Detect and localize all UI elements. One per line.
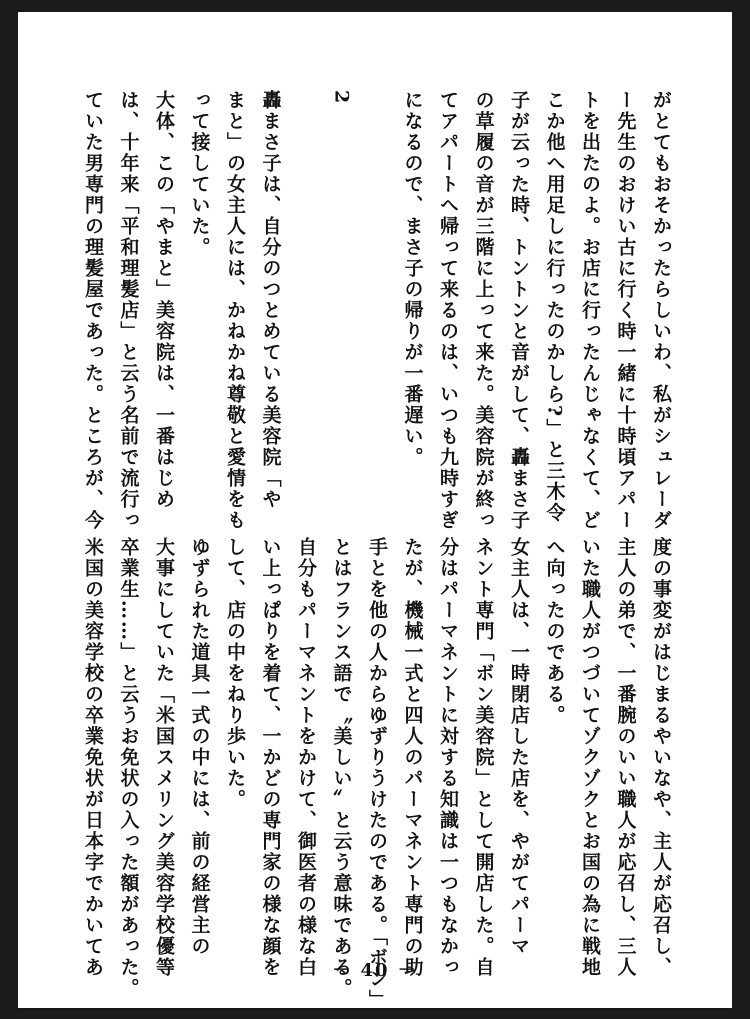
text-line: ゆずられた道具一式の中には、前の経営主の [188, 537, 211, 957]
text-line: 卒業生……」と云うお免状の入った額があった。 [117, 537, 140, 999]
text-line: てアパートへ帰って来るのは、いつも九時すぎ [437, 90, 459, 531]
text-line: 米国の美容学校の卒業免状が日本字でかいてあ [82, 537, 104, 978]
text-line: ー先生のおけい古に行く時一緒に十時頃アパー [614, 90, 637, 531]
text-line: へ向ったのである。 [543, 537, 566, 726]
text-line: 自分もパーマネントをかけて、御医者の様な白 [295, 537, 317, 978]
text-line: がとてもおそかったらしいわ、私がシュレーダ [650, 90, 672, 531]
text-line: い上っぱりを着て、一かどの専門家の様な顔を [259, 537, 282, 978]
text-line: たが、機械一式と四人のパーマネント専門の助 [401, 537, 424, 978]
text-line: は、十年来「平和理髪店」と云う名前で流行っ [117, 90, 140, 531]
text-line-blank [288, 90, 324, 500]
text-block-top [82, 90, 678, 531]
text-line: ていた男専門の理髪屋であった。ところが、今 [82, 90, 104, 531]
text-line: こか他へ用足しに行ったのかしら?」と三木令 [543, 90, 566, 524]
text-line: とはフランス語で〝美しい〟と云う意味である。 [330, 537, 353, 999]
text-line: いた職人がつづいてゾクゾクとお国の為に戦地 [579, 537, 601, 978]
text-line: 主人の弟で、一番腕のいい職人が応召し、三人 [614, 537, 637, 978]
text-line: になるので、まさ子の帰りが一番遅い。 [401, 90, 424, 468]
text-line-blank [359, 90, 395, 500]
text-line: 女主人は、一時閉店した店を、やがてパーマ [508, 537, 530, 957]
section-heading: 2 [330, 90, 353, 106]
text-line: 手とを他の人からゆずりうけたのである。「ボン」 [366, 537, 388, 1011]
text-line: 轟まさ子は、自分のつとめている美容院「や [259, 90, 282, 510]
book-page [18, 12, 732, 1011]
text-line: って接していた。 [188, 90, 211, 258]
text-line: 分はパーマネントに対する知識は一つもなかっ [437, 537, 459, 978]
text-line: の草履の音が三階に上って来た。美容院が終っ [472, 90, 495, 531]
page-number: － 40 － [332, 960, 418, 981]
text-line: 度の事変がはじまるやいなや、主人が応召し、 [650, 537, 672, 978]
text-line: 子が云った時、トントンと音がして、轟まさ子 [508, 90, 530, 531]
text-line: 大事にしていた「米国スメリング美容学校優等 [153, 537, 175, 978]
text-line: トを出たのよ。お店に行ったんじゃなくて、ど [579, 90, 601, 531]
text-line: して、店の中をねり歩いた。 [224, 537, 246, 810]
text-line: まと」の女主人には、かねかね尊敬と愛情をも [224, 90, 246, 531]
text-line: ネント専門「ボン美容院」として開店した。自 [472, 537, 495, 978]
text-line: 大体、この「やまと」美容院は、一番はじめ [153, 90, 175, 510]
